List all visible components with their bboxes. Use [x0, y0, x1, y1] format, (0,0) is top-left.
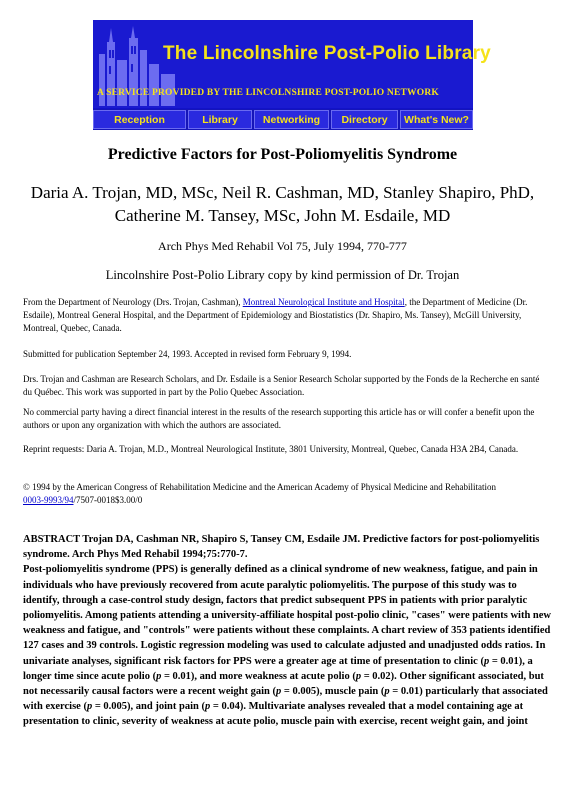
article-citation: Arch Phys Med Rehabil Vol 75, July 1994, 770-777 — [158, 239, 407, 253]
affiliation-paragraph — [23, 296, 548, 335]
nav-whats-new[interactable]: What's New? — [400, 110, 473, 129]
article-authors: Daria A. Trojan, MD, MSc, Neil R. Cashman, MD, Stanley Shapiro, PhD, Catherine M. Tansey, MSc, John M. Esdaile, MD — [30, 183, 535, 225]
copyright-paragraph — [23, 481, 548, 507]
site-subtitle: A SERVICE PROVIDED BY THE LINCOLNSHIRE POST-POLIO NETWORK — [97, 88, 439, 98]
site-banner — [93, 20, 491, 130]
issn-link[interactable]: 0003-9993/94 — [23, 495, 74, 505]
abstract-text: ABSTRACT Trojan DA, Cashman NR, Shapiro S, Tansey CM, Esdaile JM. Predictive factors for post-poliomyelitis syndrome. Arch Phys Med Rehabil 1994;75:770-7. Post-poliomyelitis syndrome (PPS) is generally defined as a clinical syndrome of new weakness, fatigue, and pain in individuals who have previously recovered from acute paralytic poliomyelitis. The purpose of this study was to identify, through a case-control study design, factors that predict subsequent PPS in patients with prior paralytic poliomyelitis. Among patients attending a university-affiliate hospital post-polio clinic, "cases" were patients with new weakness and fatigue, and "controls" were patients without these complaints. A chart review of 353 patients identified 127 cases and 39 controls. Logistic regression modeling was used to calculate adjusted and unadjusted odds ratios. In univariate analyses, significant risk factors for PPS were a greater age at time of presentation to clinic (p = 0.01), a longer time since acute polio (p = 0.01), and more weakness at acute polio (p = 0.02). Other significant associated, but not necessarily causal factors were a recent weight gain (p = 0.005), muscle pain (p = 0.01) particularly that associated with exercise (p = 0.005), and joint pain (p = 0.04). Multivariate analyses revealed that a model containing age at presentation to clinic, severity of weakness at acute polio, muscle pain with exercise, recent weight gain, and joint — [23, 534, 552, 728]
nav-library[interactable]: Library — [188, 110, 252, 129]
banner-header[interactable] — [93, 20, 491, 108]
affiliation-text-after: , the Department of Medicine (Dr. Esdaile), Montreal General Hospital, and the Department of Epidemiology and Biostatistics (Dr. Shapiro, Ms. Tansey), McGill University, Montreal, Quebec, Canada. — [23, 297, 528, 333]
nav-networking[interactable]: Networking — [254, 110, 329, 129]
affiliation-text-before: From the Department of Neurology (Drs. Trojan, Cashman), — [23, 297, 243, 307]
article-title: Predictive Factors for Post-Poliomyelitis Syndrome — [107, 146, 458, 163]
copyright-text: © 1994 by the American Congress of Rehabilitation Medicine and the American Academy of Physical Medicine and Rehabilitation — [23, 482, 496, 492]
nav-reception[interactable]: Reception — [93, 110, 186, 129]
doi-line — [23, 494, 548, 507]
submitted-paragraph: Submitted for publication September 24, 1993. Accepted in revised form February 9, 1994. — [23, 349, 352, 359]
doi-suffix: /7507-0018$3.00/0 — [73, 495, 143, 505]
copy-permission-note: Lincolnshire Post-Polio Library copy by kind permission of Dr. Trojan — [105, 268, 460, 282]
site-title: The Lincolnshire Post-Polio Library — [163, 43, 491, 64]
research-scholars-paragraph: Drs. Trojan and Cashman are Research Scholars, and Dr. Esdaile is a Senior Research Scholar supported by the Fonds de la Recherche en santé du Québec. This work was supported in part by the Polio Quebec Association. — [23, 374, 540, 397]
reprint-requests-paragraph: Reprint requests: Daria A. Trojan, M.D., Montreal Neurological Institute, 3801 University, Montreal, Quebec, Canada H3A 2B4, Canada. — [23, 444, 519, 454]
conflict-of-interest-paragraph: No commercial party having a direct financial interest in the results of the research supporting this article has or will confer a benefit upon the authors or upon any organization with which the authors are associated. — [23, 407, 535, 430]
nav-bar — [93, 109, 473, 130]
montreal-neurological-institute-link[interactable]: Montreal Neurological Institute and Hospital — [242, 297, 405, 307]
nav-directory[interactable]: Directory — [331, 110, 398, 129]
